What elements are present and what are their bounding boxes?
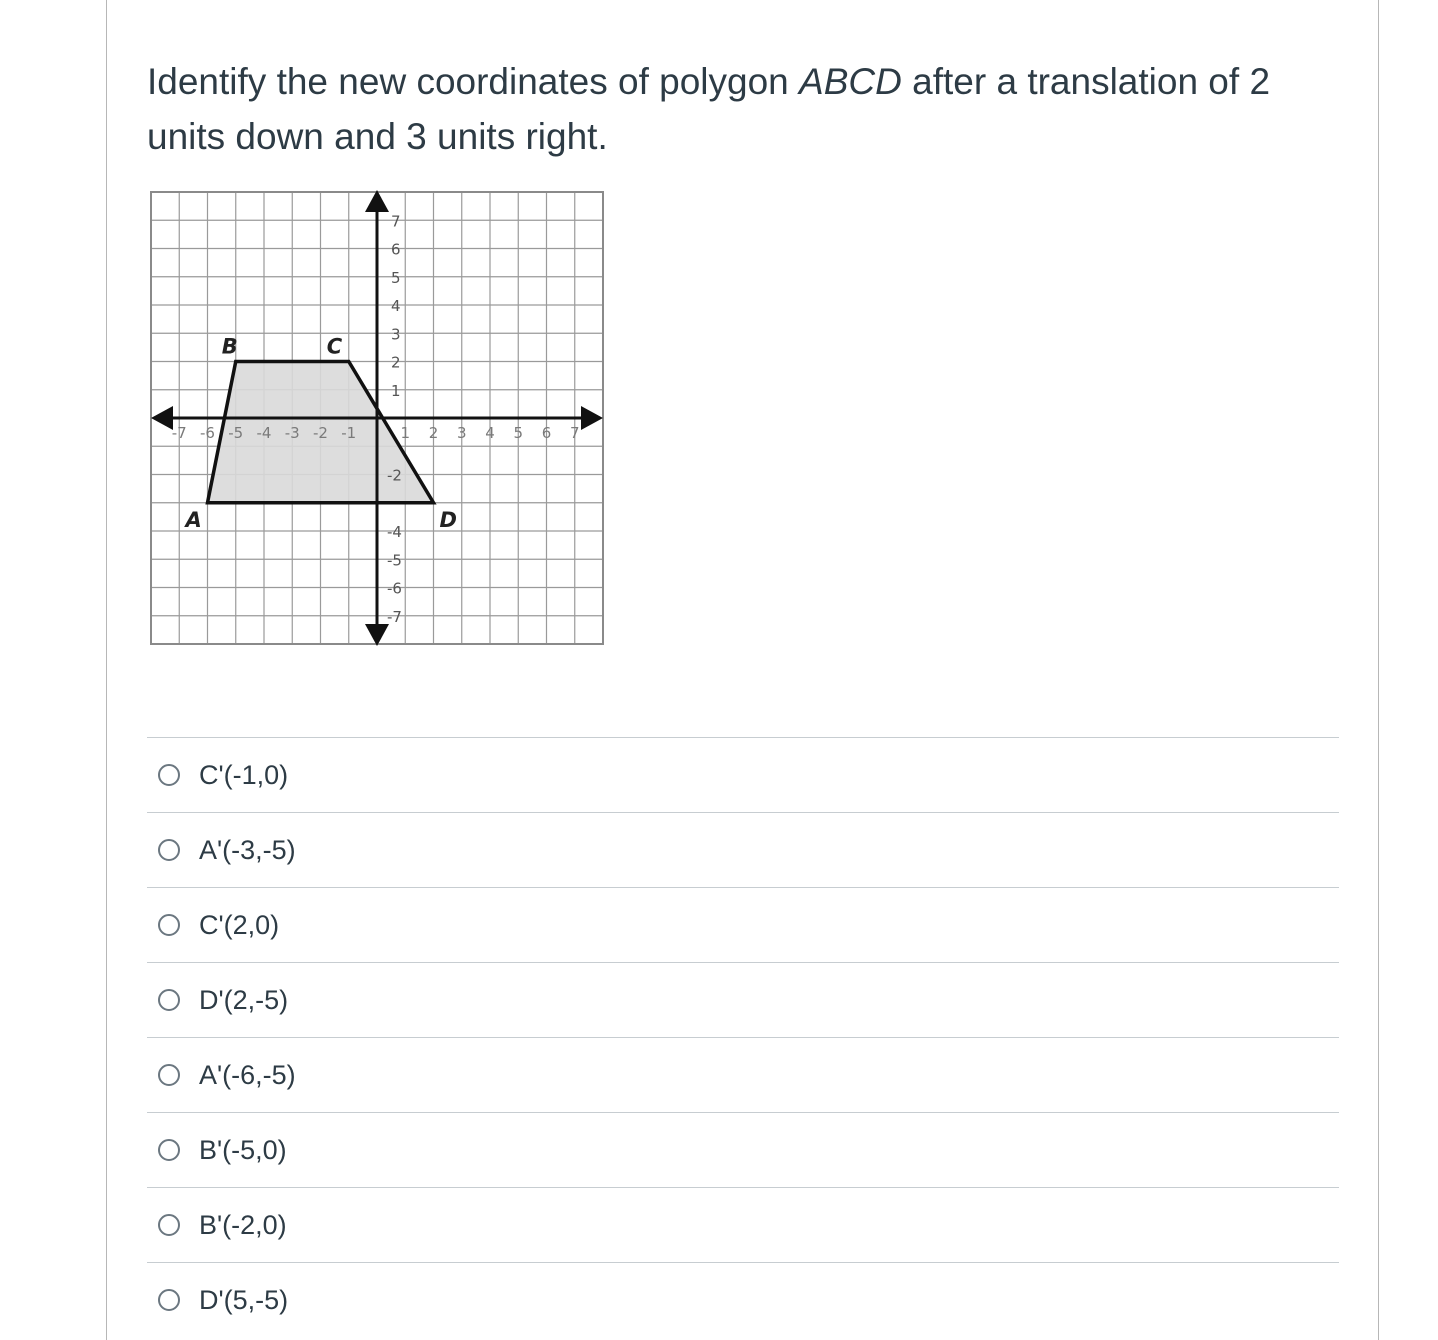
answer-option[interactable] <box>147 1112 1339 1187</box>
y-tick-label: 1 <box>391 381 401 400</box>
answer-label: C'(-1,0) <box>199 759 289 790</box>
y-tick-label: -4 <box>387 523 402 541</box>
question-text-part1: Identify the new coordinates of polygon <box>147 61 800 102</box>
radio-button[interactable] <box>158 914 180 936</box>
y-tick-label: -5 <box>387 551 402 570</box>
radio-button[interactable] <box>158 1214 180 1236</box>
radio-button[interactable] <box>158 989 180 1011</box>
answer-list <box>147 737 1339 1337</box>
answer-option[interactable] <box>147 1262 1339 1337</box>
radio-button[interactable] <box>158 1064 180 1086</box>
x-tick-label: -5 <box>228 424 244 442</box>
answer-label: B'(-5,0) <box>199 1134 287 1165</box>
x-tick-label: -4 <box>256 424 272 442</box>
y-tick-label: -6 <box>387 579 402 598</box>
radio-button[interactable] <box>158 839 180 861</box>
y-tick-label: -7 <box>387 607 402 626</box>
answer-option[interactable] <box>147 1037 1339 1112</box>
x-axis-arrow-left-icon <box>151 406 173 430</box>
y-tick-label: 7 <box>391 212 401 231</box>
answer-option[interactable] <box>147 887 1339 962</box>
axes <box>151 190 603 646</box>
x-tick-label: -1 <box>341 424 357 442</box>
x-tick-label: 3 <box>456 424 467 442</box>
x-tick-label: -6 <box>200 424 215 442</box>
radio-button[interactable] <box>158 764 180 786</box>
radio-button[interactable] <box>158 1139 180 1161</box>
answer-option[interactable] <box>147 737 1339 812</box>
answer-label: A'(-6,-5) <box>199 1059 296 1090</box>
x-axis-arrow-right-icon <box>581 406 603 430</box>
coordinate-plane-figure <box>147 184 609 666</box>
x-tick-label: 1 <box>400 424 411 442</box>
x-tick-label: 6 <box>541 424 552 442</box>
answer-label: B'(-2,0) <box>199 1209 287 1240</box>
answer-option[interactable] <box>147 812 1339 887</box>
x-tick-label: 7 <box>569 424 580 442</box>
x-tick-label: -7 <box>171 424 187 442</box>
y-tick-label: -2 <box>387 466 402 485</box>
vertex-label-d: D <box>439 507 457 532</box>
x-tick-label: -2 <box>313 424 328 442</box>
vertex-label-b: B <box>221 334 238 359</box>
question-text-part2: after a translation of 2 units down and 3 units right. <box>147 61 1271 157</box>
x-tick-label: 4 <box>485 424 495 442</box>
y-tick-label: 6 <box>391 240 401 259</box>
answer-label: D'(5,-5) <box>199 1284 289 1315</box>
answer-label: D'(2,-5) <box>199 984 289 1015</box>
x-tick-label: 5 <box>513 424 524 442</box>
question-card <box>106 0 1379 1340</box>
y-tick-label: 5 <box>391 268 401 287</box>
vertex-label-a: A <box>185 507 202 532</box>
y-tick-label: 2 <box>391 353 401 372</box>
y-axis-arrow-up-icon <box>365 190 389 212</box>
answer-label: C'(2,0) <box>199 909 280 940</box>
answer-label: A'(-3,-5) <box>199 834 296 865</box>
y-axis-arrow-down-icon <box>365 624 389 646</box>
radio-button[interactable] <box>158 1289 180 1311</box>
vertex-label-c: C <box>326 334 343 359</box>
answer-option[interactable] <box>147 1187 1339 1262</box>
x-tick-label: -3 <box>284 424 300 442</box>
question-text <box>147 54 1327 164</box>
x-tick-label: 2 <box>428 424 439 442</box>
y-tick-label: 4 <box>391 297 401 315</box>
polygon-name: ABCD <box>799 61 902 102</box>
y-tick-label: 3 <box>391 325 401 344</box>
answer-option[interactable] <box>147 962 1339 1037</box>
